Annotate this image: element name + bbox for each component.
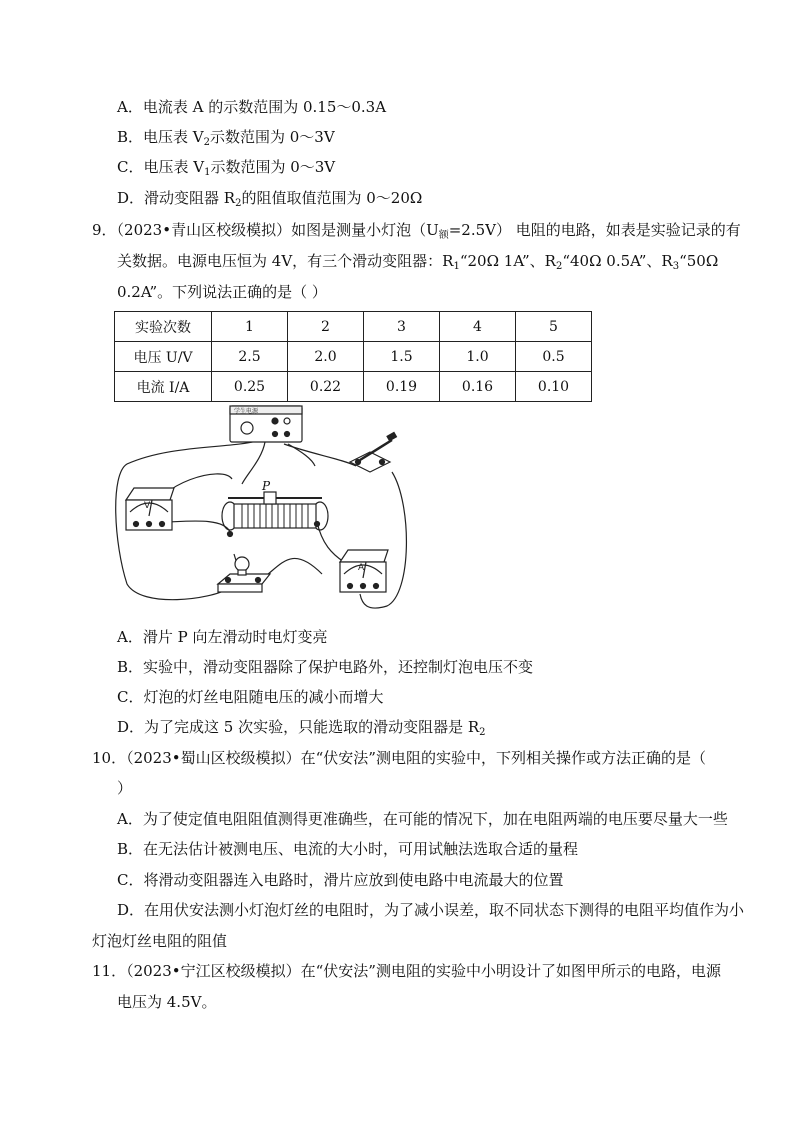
- power-supply-label: 学生电源: [234, 408, 259, 415]
- switch: [350, 432, 396, 472]
- wire: [317, 522, 344, 562]
- q10-stem-line2: ）: [117, 779, 133, 797]
- q10-option-d: D．在用伏安法测小灯泡灯丝的电阻时，为了减小误差，取不同状态下测得的电阻平均值作为小: [117, 901, 745, 919]
- q10-stem-line1: 10．（2023•蜀山区校级模拟）在“伏安法”测电阻的实验中，下列相关操作或方法正确的是（: [92, 749, 706, 767]
- q9-option-b: B．实验中，滑动变阻器除了保护电路外，还控制灯泡电压不变: [117, 658, 534, 676]
- q11-stem-line2: 电压为 4.5V。: [117, 993, 217, 1011]
- q10-option-d-cont: 灯泡灯丝电阻的阻值: [92, 932, 228, 950]
- q9-option-a: A．滑片 P 向左滑动时电灯变亮: [117, 628, 328, 646]
- q10-option-b: B．在无法估计被测电压、电流的大小时，可用试触法选取合适的量程: [117, 840, 579, 858]
- q10-option-a: A．为了使定值电阻阻值测得更准确些，在可能的情况下，加在电阻两端的电压要尽量大一些: [117, 810, 728, 828]
- q11-stem-line1: 11．（2023•宁江区校级模拟）在“伏安法”测电阻的实验中小明设计了如图甲所示的电路，电源: [92, 962, 721, 980]
- q8-option-b: B．电压表 $V_2$示数范围为 0～3V: [117, 128, 335, 148]
- circuit-figure: [112, 404, 412, 614]
- power-supply: [230, 406, 302, 442]
- q8-option-c: C．电压表 $V_1$示数范围为 0～3V: [117, 158, 336, 178]
- table-row: 电压 U/V 2.5 2.0 1.5 1.0 0.5: [115, 342, 592, 372]
- ammeter-label: A: [358, 563, 365, 573]
- q9-stem-line3: 0.2A”。下列说法正确的是（ ）: [117, 283, 327, 301]
- lamp: [218, 557, 270, 592]
- q8-option-d: D．滑动变阻器 $R_2$的阻值取值范围为 0～20Ω: [117, 189, 423, 209]
- q9-option-c: C．灯泡的灯丝电阻随电压的减小而增大: [117, 688, 384, 706]
- ammeter: [340, 550, 388, 592]
- q8-option-a: A．电流表 A 的示数范围为 0.15～0.3A: [117, 98, 387, 116]
- q9-stem-line2: 关数据。电源电压恒为 4V，有三个滑动变阻器：$R_1“20\Omega$ 1A”、$R_2“40\Omega$ 0.5A”、$R_3“50\Omega$: [117, 252, 719, 272]
- q9-stem-line1: 9．（2023•青山区校级模拟）如图是测量小灯泡$(U_额=2.5V)$ 电阻的电路，如表是实验记录的有: [92, 221, 741, 241]
- table-row: 实验次数 1 2 3 4 5: [115, 312, 592, 342]
- q9-option-d: D．为了完成这 5 次实验，只能选取的滑动变阻器是 $R_2$: [117, 718, 486, 738]
- table-row: 电流 I/A 0.25 0.22 0.19 0.16 0.10: [115, 372, 592, 402]
- wire: [284, 444, 356, 466]
- voltmeter: [126, 488, 174, 530]
- q10-option-c: C．将滑动变阻器连入电路时，滑片应放到使电路中电流最大的位置: [117, 871, 564, 889]
- wire: [242, 442, 265, 484]
- voltmeter-label: V: [144, 501, 151, 511]
- slider-label: P: [262, 479, 271, 493]
- q9-data-table: [114, 311, 592, 402]
- wire: [262, 558, 322, 579]
- rheostat: [222, 479, 328, 537]
